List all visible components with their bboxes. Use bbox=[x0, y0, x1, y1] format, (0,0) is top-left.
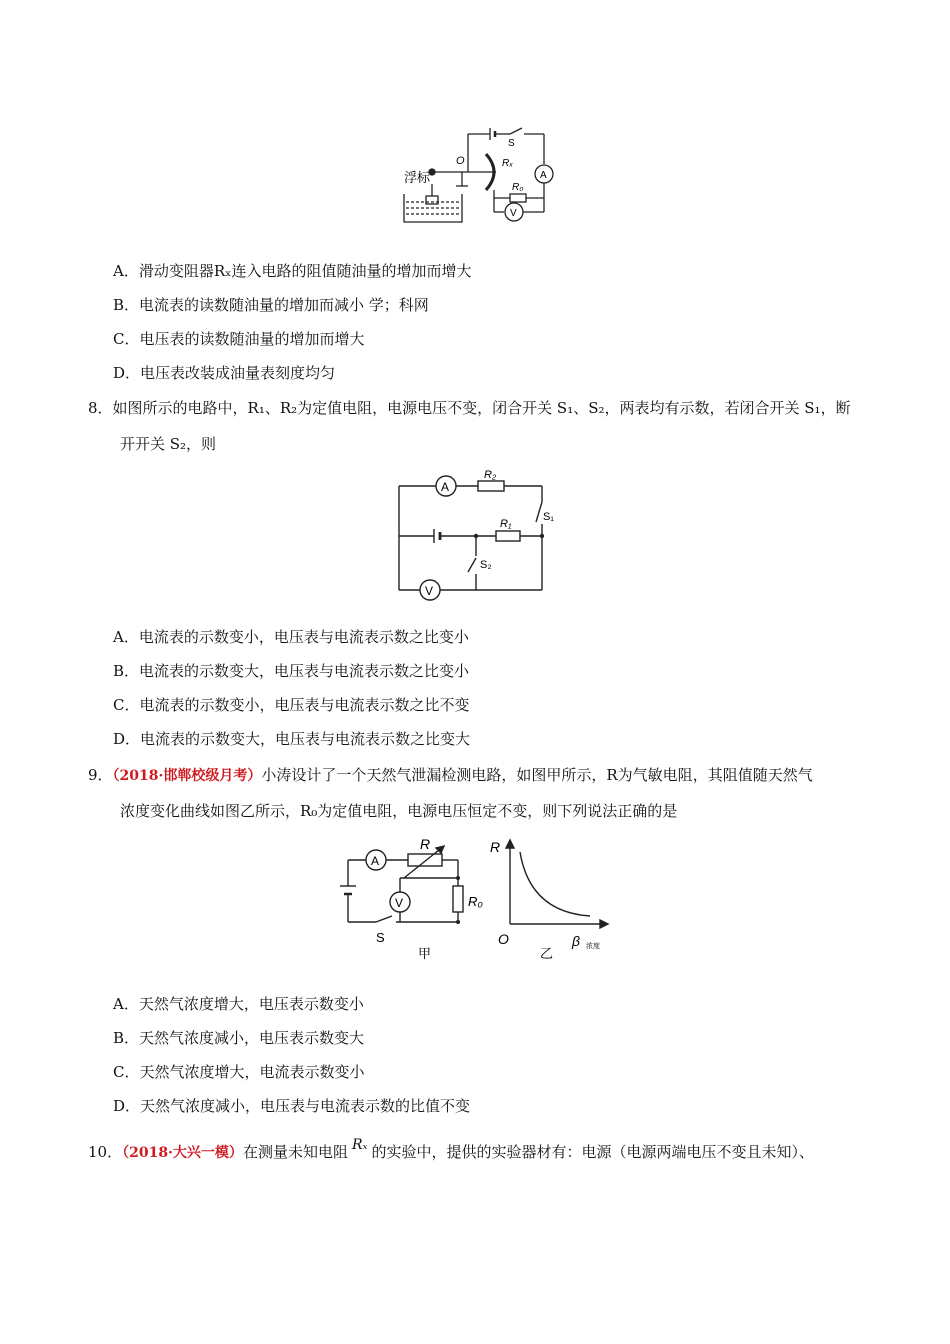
q9-option-a: A．天然气浓度增大，电压表示数变小 bbox=[113, 995, 364, 1013]
q8-option-a: A．电流表的示数变小，电压表与电流表示数之比变小 bbox=[113, 628, 469, 646]
figure-oil-gauge-circuit bbox=[398, 124, 558, 230]
q8-option-d: D．电流表的示数变大，电压表与电流表示数之比变大 bbox=[113, 730, 471, 748]
float-label: 浮标 bbox=[404, 170, 431, 185]
graph-x-sub-label: 浓度 bbox=[586, 943, 600, 950]
q7-option-b: B．电流表的读数随油量的增加而减小 学；科网 bbox=[113, 296, 429, 314]
q8-option-b: B．电流表的示数变大，电压表与电流表示数之比变小 bbox=[113, 662, 470, 680]
q8-stem-line2: 开开关 S₂，则 bbox=[120, 435, 217, 453]
rx-label: Rₓ bbox=[502, 158, 514, 169]
q8-stem-line1: 8．如图所示的电路中，R₁、R₂为定值电阻，电源电压不变，闭合开关 S₁、S₂，两表均有示数，若闭合开关 S₁，断 bbox=[88, 399, 851, 417]
q9-stem-line2: 浓度变化曲线如图乙所示，R₀为定值电阻，电源电压恒定不变，则下列说法正确的是 bbox=[120, 802, 678, 820]
q7-option-a: A．滑动变阻器Rₓ连入电路的阻值随油量的增加而增大 bbox=[113, 262, 472, 280]
figure-q8-circuit bbox=[396, 466, 552, 600]
q9-voltmeter-symbol: V bbox=[395, 896, 404, 910]
q8-s1-label: S₁ bbox=[542, 511, 554, 523]
q9-option-d: D．天然气浓度减小，电压表与电流表示数的比值不变 bbox=[113, 1097, 471, 1115]
q9-stem-line1: 9．（2018·邯郸校级月考）小涛设计了一个天然气泄漏检测电路，如图甲所示，R为气敏电阻，其阻值随天然气 bbox=[88, 766, 813, 784]
q8-ammeter-symbol: A bbox=[441, 480, 450, 494]
q9-option-c: C．天然气浓度增大，电流表示数变小 bbox=[113, 1063, 365, 1081]
q9-source: （2018·邯郸校级月考） bbox=[112, 768, 262, 784]
q8-voltmeter-symbol: V bbox=[425, 584, 434, 598]
q8-r1-label: R₁ bbox=[500, 518, 512, 530]
q8-s2-label: S₂ bbox=[480, 559, 492, 571]
q7-option-c: C．电压表的读数随油量的增加而增大 bbox=[113, 330, 365, 348]
q9-option-b: B．天然气浓度减小，电压表示数变大 bbox=[113, 1029, 365, 1047]
q9-switch-label: S bbox=[376, 930, 385, 945]
voltmeter-symbol: V bbox=[510, 208, 517, 219]
figure-q9-circuit-and-graph bbox=[340, 834, 620, 968]
q10-stem: 10．（2018·大兴一模）在测量未知电阻 Rₓ 的实验中，提供的实验器材有：电源（电源两端电压不变且未知）、 bbox=[88, 1137, 814, 1161]
graph-y-label: R bbox=[490, 839, 501, 855]
ammeter-symbol: A bbox=[540, 170, 547, 181]
q10-source: （2018·大兴一模） bbox=[122, 1145, 243, 1161]
pivot-label: O bbox=[456, 155, 465, 167]
q8-option-c: C．电流表的示数变小，电压表与电流表示数之比不变 bbox=[113, 696, 470, 714]
switch-label: S bbox=[508, 138, 515, 149]
q7-option-d: D．电压表改装成油量表刻度均匀 bbox=[113, 364, 336, 382]
q9-r-label: R bbox=[420, 836, 431, 852]
graph-origin-label: O bbox=[498, 931, 509, 947]
rx-symbol: Rₓ bbox=[351, 1137, 368, 1153]
q8-r2-label: R₂ bbox=[484, 469, 497, 481]
caption-yi: 乙 bbox=[540, 946, 554, 961]
graph-x-label: β bbox=[572, 933, 580, 949]
caption-jia: 甲 bbox=[418, 946, 432, 961]
q9-ammeter-symbol: A bbox=[371, 854, 380, 868]
q9-r0-label: R₀ bbox=[468, 894, 483, 909]
r0-label: R₀ bbox=[512, 182, 524, 193]
